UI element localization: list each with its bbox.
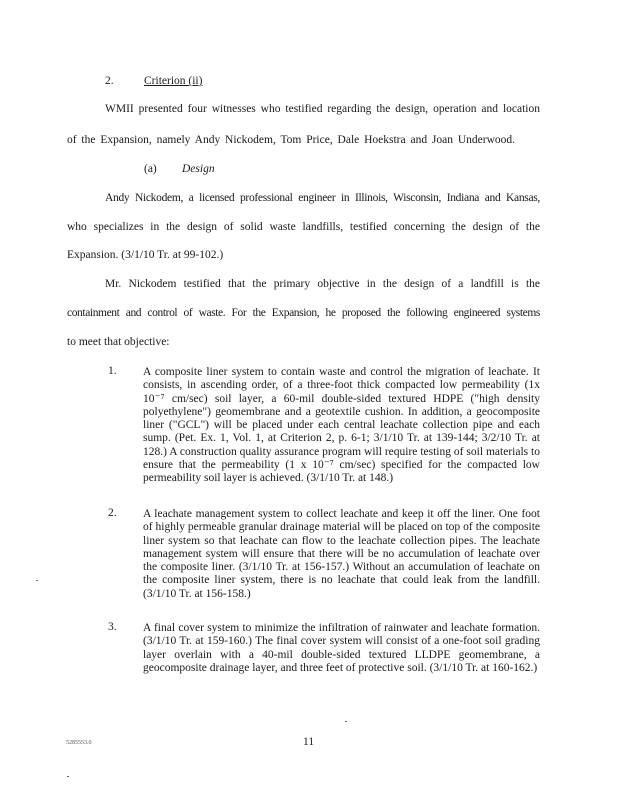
section-number: 2. [105,75,114,87]
page-number: 11 [303,736,315,748]
scan-speck [67,776,69,777]
scan-speck [36,580,38,581]
subsection-title: Design [182,163,215,175]
list-item-number: 3. [108,621,117,633]
para1-line-2: who specializes in the design of solid waste landfills, testified concerning the design of the [67,221,540,233]
list-item-text: A composite liner system to contain waste and control the migration of leachate. It consists, in ascending order, of a three-foot thick compacted low permeability (1x 10⁻⁷ cm/sec) soil layer, a 60-mil double-sided textured HDPE ("high density polyethylene") geomembrane and a geotextile cushion. In addition, a geocomposite liner ("GCL") will be placed under each central leachate collection pipe and each sump. (Pet. Ex. 1, Vol. 1, at Criterion 2, p. 6-1; 3/1/10 Tr. at 139-144; 3/2/10 Tr. at 128.) A construction quality assurance program will require testing of soil materials to ensure that the permeability (1 x 10⁻⁷ cm/sec) specified for the compacted low permeability soil layer is achieved. (3/1/10 Tr. at 148.) [143,366,540,485]
para1-line-1: Andy Nickodem, a licensed professional engineer in Illinois, Wisconsin, Indiana and Kansas, [105,192,540,204]
section-title: Criterion (ii) [144,75,203,87]
para2-line-1: Mr. Nickodem testified that the primary objective in the design of a landfill is the [105,278,540,290]
para1-line-3: Expansion. (3/1/10 Tr. at 99-102.) [67,249,224,261]
subsection-label: (a) [144,163,157,175]
scan-speck [345,721,347,722]
list-item-text: A final cover system to minimize the infiltration of rainwater and leachate formation. (3/1/10 Tr. at 159-160.) The final cover system will consist of a one-foot soil grading layer overlain with a 40-mil double-sided textured LLDPE geomembrane, a geocomposite drainage layer, and three feet of protective soil. (3/1/10 Tr. at 160-162.) [143,622,540,674]
intro-line-1: WMII presented four witnesses who testified regarding the design, operation and location [105,103,540,115]
list-item-number: 2. [108,507,117,519]
list-item-text: A leachate management system to collect leachate and keep it off the liner. One foot of highly permeable granular drainage material will be placed on top of the composite liner system so that leachate can flow to the leachate collection pipes. The leachate management system will ensure that there will be no accumulation of leachate over the composite liner. (3/1/10 Tr. at 156-157.) Without an accumulation of leachate on the composite liner system, there is no leachate that could leak from the landfill. (3/1/10 Tr. at 156-158.) [143,508,540,600]
intro-line-2: of the Expansion, namely Andy Nickodem, Tom Price, Dale Hoekstra and Joan Underwood. [67,134,515,146]
document-code: 5285553.0 [66,740,92,746]
list-item-number: 1. [108,365,117,377]
para2-line-2: containment and control of waste. For the Expansion, he proposed the following engineered systems [67,307,540,319]
para2-line-3: to meet that objective: [67,336,170,348]
